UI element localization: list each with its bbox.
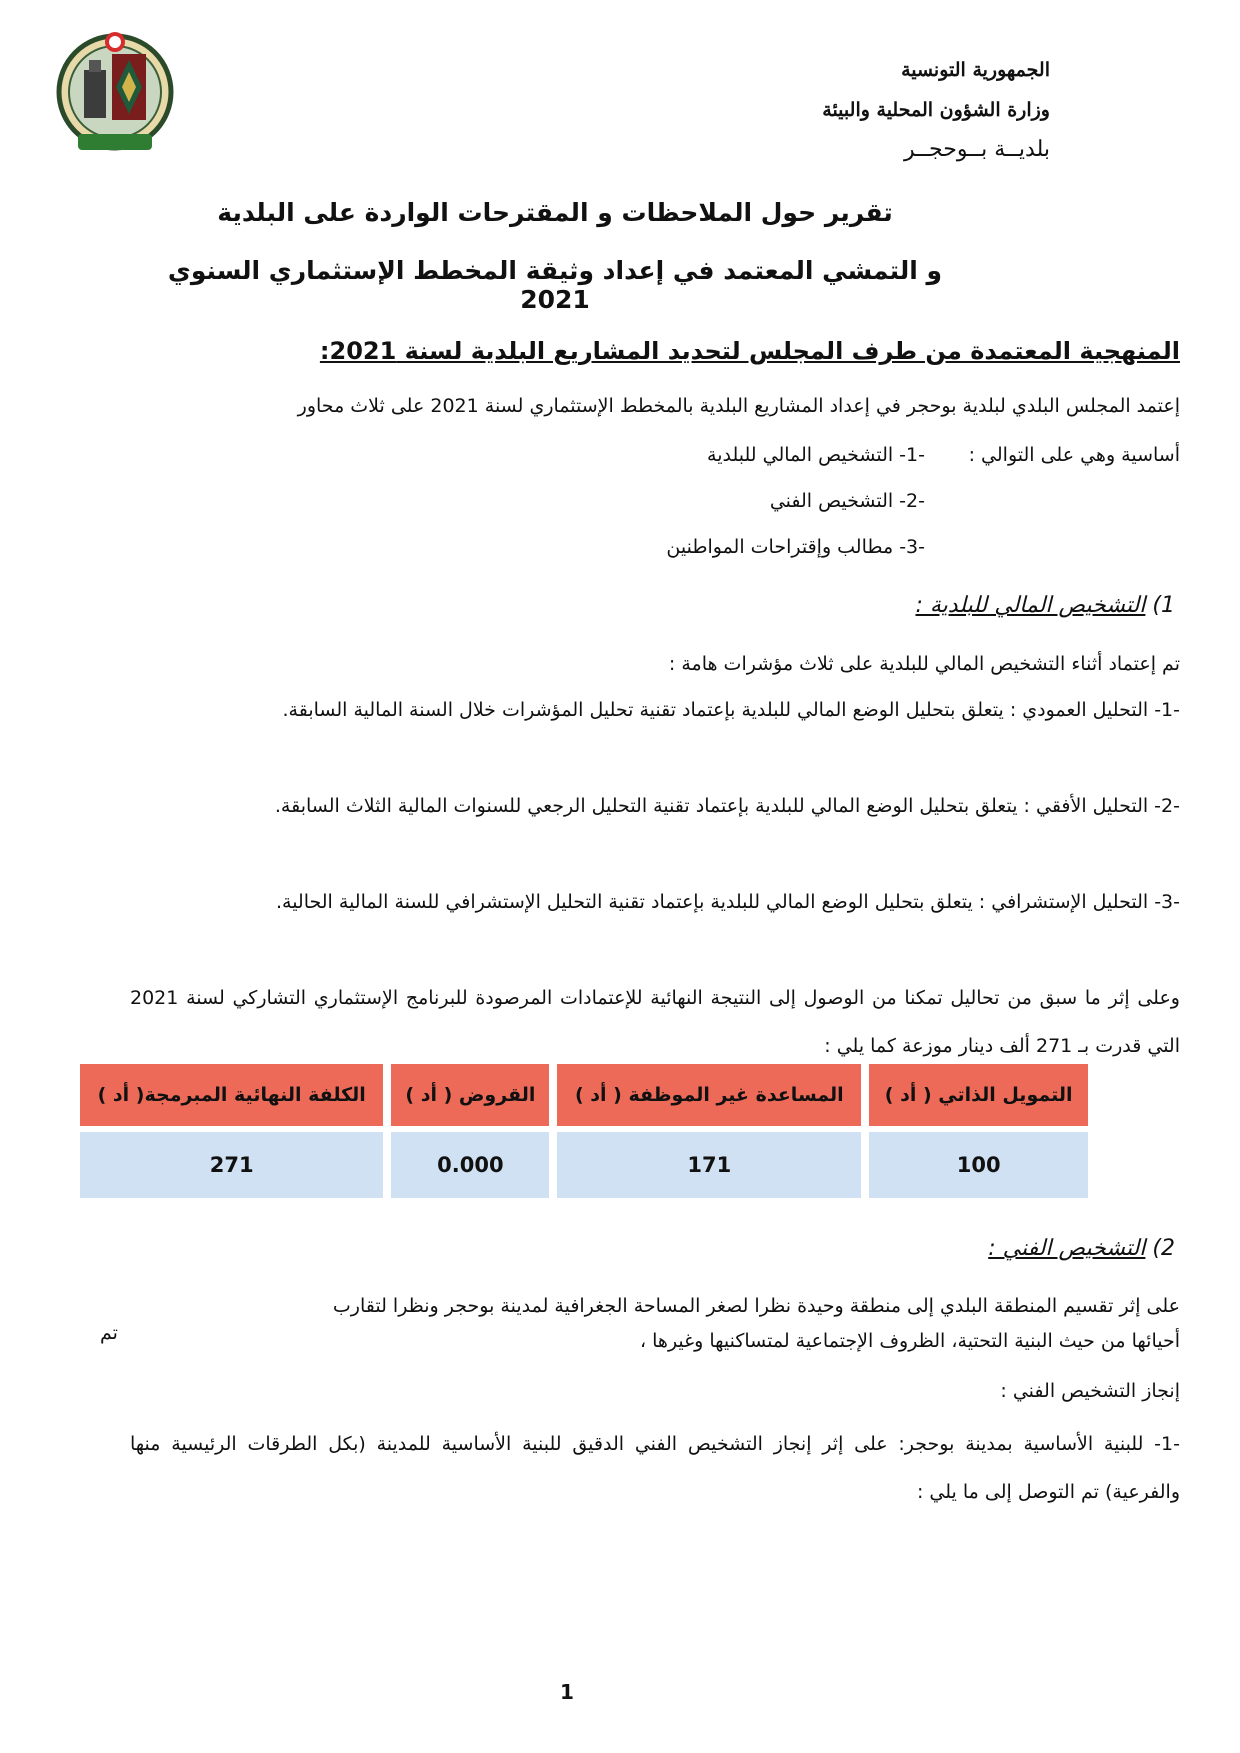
- technical-heading-number: 2): [1152, 1236, 1175, 1261]
- financial-conclusion: وعلى إثر ما سبق من تحاليل تمكنا من الوصول إلى النتيجة النهائية للإعتمادات المرصودة للبرنامج الإستثماري التشاركي لسنة 2021 التي قدرت بـ 271 ألف دينار موزعة كما يلي :: [130, 987, 1180, 1057]
- municipality-seal-icon: [50, 30, 180, 160]
- value-final-cost: 271: [80, 1132, 383, 1198]
- technical-para-line2: أحيائها من حيث البنية التحتية، الظروف الإجتماعية لمتساكنيها وغيرها ،: [639, 1330, 1180, 1352]
- table-row: [80, 1132, 1088, 1198]
- methodology-heading: المنهجية المعتمدة من طرف المجلس لتحديد المشاريع البلدية لسنة 2021:: [319, 337, 1180, 365]
- header-final-cost: الكلفة النهائية المبرمجة( أد ): [80, 1064, 383, 1126]
- financial-point-1: -1- التحليل العمودي : يتعلق بتحليل الوضع المالي للبلدية بإعتماد تقنية تحليل المؤشرات خلال السنة المالية السابقة.: [282, 699, 1180, 721]
- technical-heading: [575, 1236, 1175, 1261]
- technical-heading-text: التشخيص الفني :: [988, 1236, 1146, 1261]
- technical-para-line3: إنجاز التشخيص الفني :: [1000, 1380, 1180, 1402]
- financial-intro: تم إعتماد أثناء التشخيص المالي للبلدية على ثلاث مؤشرات هامة :: [668, 653, 1180, 675]
- header-loans: القروض ( أد ): [391, 1064, 549, 1126]
- methodology-intro-line2: أساسية وهي على التوالي :: [968, 444, 1180, 466]
- methodology-intro-line1: إعتمد المجلس البلدي لبلدية بوحجر في إعداد المشاريع البلدية بالمخطط الإستثماري لسنة 2021 على ثلاث محاور: [297, 395, 1180, 417]
- technical-para-tam: تم: [100, 1322, 118, 1344]
- financial-heading: [575, 593, 1175, 618]
- technical-para-line1: على إثر تقسيم المنطقة البلدي إلى منطقة وحيدة نظرا لصغر المساحة الجغرافية لمدينة بوحجر ونظرا لتقارب: [332, 1295, 1180, 1317]
- header-unallocated-aid: المساعدة غير الموظفة ( أد ): [557, 1064, 861, 1126]
- value-self-funding: 100: [869, 1132, 1088, 1198]
- document-header: [690, 50, 1050, 170]
- methodology-item-3: -3- مطالب وإقتراحات المواطنين: [666, 536, 925, 558]
- republic-name: الجمهورية التونسية: [901, 59, 1050, 81]
- financial-heading-number: 1): [1152, 593, 1175, 618]
- methodology-item-1: -1- التشخيص المالي للبلدية: [707, 444, 925, 466]
- report-title-line2: و التمشي المعتمد في إعداد وثيقة المخطط الإستثماري السنوي 2021: [167, 256, 943, 314]
- methodology-item-2: -2- التشخيص الفني: [769, 490, 925, 512]
- municipality-logo: [50, 30, 180, 160]
- budget-table: [72, 1058, 1096, 1204]
- financial-point-3: -3- التحليل الإستشرافي : يتعلق بتحليل الوضع المالي للبلدية بإعتماد تقنية التحليل الإستشرافي للسنة المالية الحالية.: [275, 891, 1180, 913]
- municipality-name: بلديــة بــوحجــر: [904, 137, 1050, 162]
- value-loans: 0.000: [391, 1132, 549, 1198]
- table-header-row: [80, 1064, 1088, 1126]
- financial-point-2: -2- التحليل الأفقي : يتعلق بتحليل الوضع المالي للبلدية بإعتماد تقنية التحليل الرجعي للسنوات المالية الثلاث السابقة.: [274, 795, 1180, 817]
- ministry-name: وزارة الشؤون المحلية والبيئة: [822, 99, 1050, 121]
- report-title-line1: تقرير حول الملاحظات و المقترحات الواردة على البلدية: [217, 198, 893, 227]
- page-number: 1: [560, 1680, 574, 1704]
- header-self-funding: التمويل الذاتي ( أد ): [869, 1064, 1088, 1126]
- value-unallocated-aid: 171: [557, 1132, 861, 1198]
- financial-heading-text: التشخيص المالي للبلدية :: [915, 593, 1146, 618]
- technical-point-1: -1- للبنية الأساسية بمدينة بوحجر: على إثر إنجاز التشخيص الفني الدقيق للبنية الأساسية للمدينة (بكل الطرقات الرئيسية منها والفرعية) تم التوصل إلى ما يلي :: [130, 1433, 1180, 1503]
